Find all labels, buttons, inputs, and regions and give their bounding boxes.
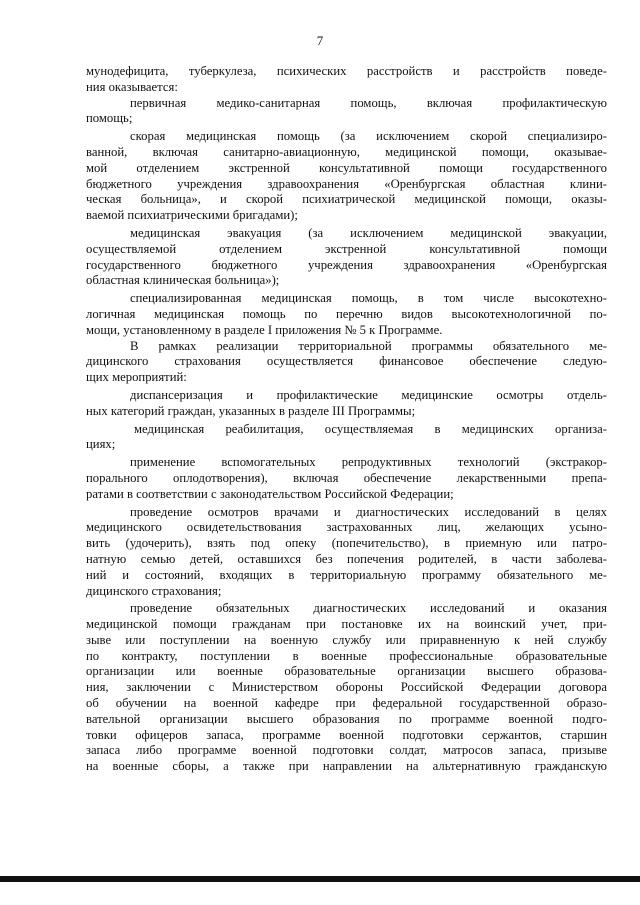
text-line: областная клиническая больница»); (86, 273, 280, 288)
text-line: медицинского освидетельствования застрахованных лиц, желающих усыно- (86, 520, 607, 535)
text-line: порального оплодотворения), включая обеспечение лекарственными препа- (86, 470, 607, 485)
text-line: на военные сборы, а также при направлении на альтернативную гражданскую (86, 759, 607, 774)
text-line: щих мероприятий: (86, 370, 187, 385)
text-line: об обучении на военной кафедре при федеральной государственной образо- (86, 696, 607, 711)
text-line: В рамках реализации территориальной программы обязательного ме- (130, 338, 607, 353)
text-line: товки офицеров запаса, программе военной подготовки сержантов, старшин (86, 727, 607, 742)
text-line: ния, заключении с Министерством обороны Российской Федерации договора (86, 680, 607, 695)
text-line: специализированная медицинская помощь, в том числе высокотехно- (130, 291, 607, 306)
text-line: дицинского страхования; (86, 583, 222, 598)
text-line: скорая медицинская помощь (за исключением скорой специализиро- (130, 129, 607, 144)
text-line: по контракту, поступлении в военные профессиональные образовательные (86, 648, 607, 663)
text-line: мунодефицита, туберкулеза, психических расстройств и расстройств поведе- (86, 64, 607, 78)
text-line: логичная медицинская помощь по перечню видов высокотехнологичной по- (86, 306, 607, 321)
text-line: вательной организации высшего образования по программе военной подго- (86, 711, 607, 726)
text-line: проведение обязательных диагностических исследований и оказания (130, 601, 607, 616)
text-line: мощи, установленному в разделе I приложения № 5 к Программе. (86, 322, 443, 337)
text-line: медицинская эвакуация (за исключением медицинской эвакуации, (130, 225, 607, 240)
text-line: медицинская реабилитация, осуществляемая в медицинских организа- (134, 421, 607, 436)
text-line: ческая больница», и скорой психиатрической медицинской помощи, оказы- (86, 192, 607, 207)
text-line: осуществляемой отделением экстренной консультативной помощи (86, 241, 607, 256)
text-line: применение вспомогательных репродуктивных технологий (экстракор- (130, 455, 607, 470)
page-number: 7 (316, 33, 324, 48)
text-line: дицинского страхования осуществляется финансовое обеспечение следую- (86, 354, 607, 369)
text-line: бюджетного учреждения здравоохранения «Оренбургская областная клини- (86, 176, 607, 191)
text-line: ных категорий граждан, указанных в разделе III Программы; (86, 403, 416, 418)
text-line: медицинской помощи гражданам при постановке их на воинский учет, при- (86, 617, 607, 632)
text-line: ний и состояний, входящих в территориальную программу обязательного ме- (86, 567, 607, 582)
text-line: запаса либо программе военной подготовки солдат, матросов запаса, призыве (86, 743, 607, 758)
text-line: зыве или поступлении на военную службу или приравненную к ней службу (86, 632, 607, 647)
text-line: натную семью детей, оставшихся без попечения родителей, в части заболева- (86, 551, 607, 566)
text-line: организации или военные образовательные организации высшего образова- (86, 664, 607, 679)
text-line: мой отделением экстренной консультативной помощи государственного (86, 160, 607, 175)
text-line: диспансеризация и профилактические медицинские осмотры отдель- (130, 387, 607, 402)
text-line: ванной, включая санитарно-авиационную, медицинской помощи, оказывае- (86, 144, 607, 159)
text-line: циях; (86, 437, 116, 452)
text-line: ратами в соответствии с законодательством Российской Федерации; (86, 486, 454, 501)
text-line: проведение осмотров врачами и диагностических исследований в целях (130, 504, 607, 519)
text-line: ваемой психиатрическими бригадами); (86, 208, 298, 223)
text-line: вить (удочерить), взять под опеку (попечительство), в приемную или патро- (86, 536, 607, 551)
text-line: государственного бюджетного учреждения здравоохранения «Оренбургская (86, 257, 607, 272)
body-text (86, 64, 607, 775)
bottom-scan-edge (0, 876, 640, 882)
text-line: первичная медико-санитарная помощь, включая профилактическую (130, 95, 607, 110)
text-line: ния оказывается: (86, 79, 178, 94)
text-line: помощь; (86, 111, 133, 126)
